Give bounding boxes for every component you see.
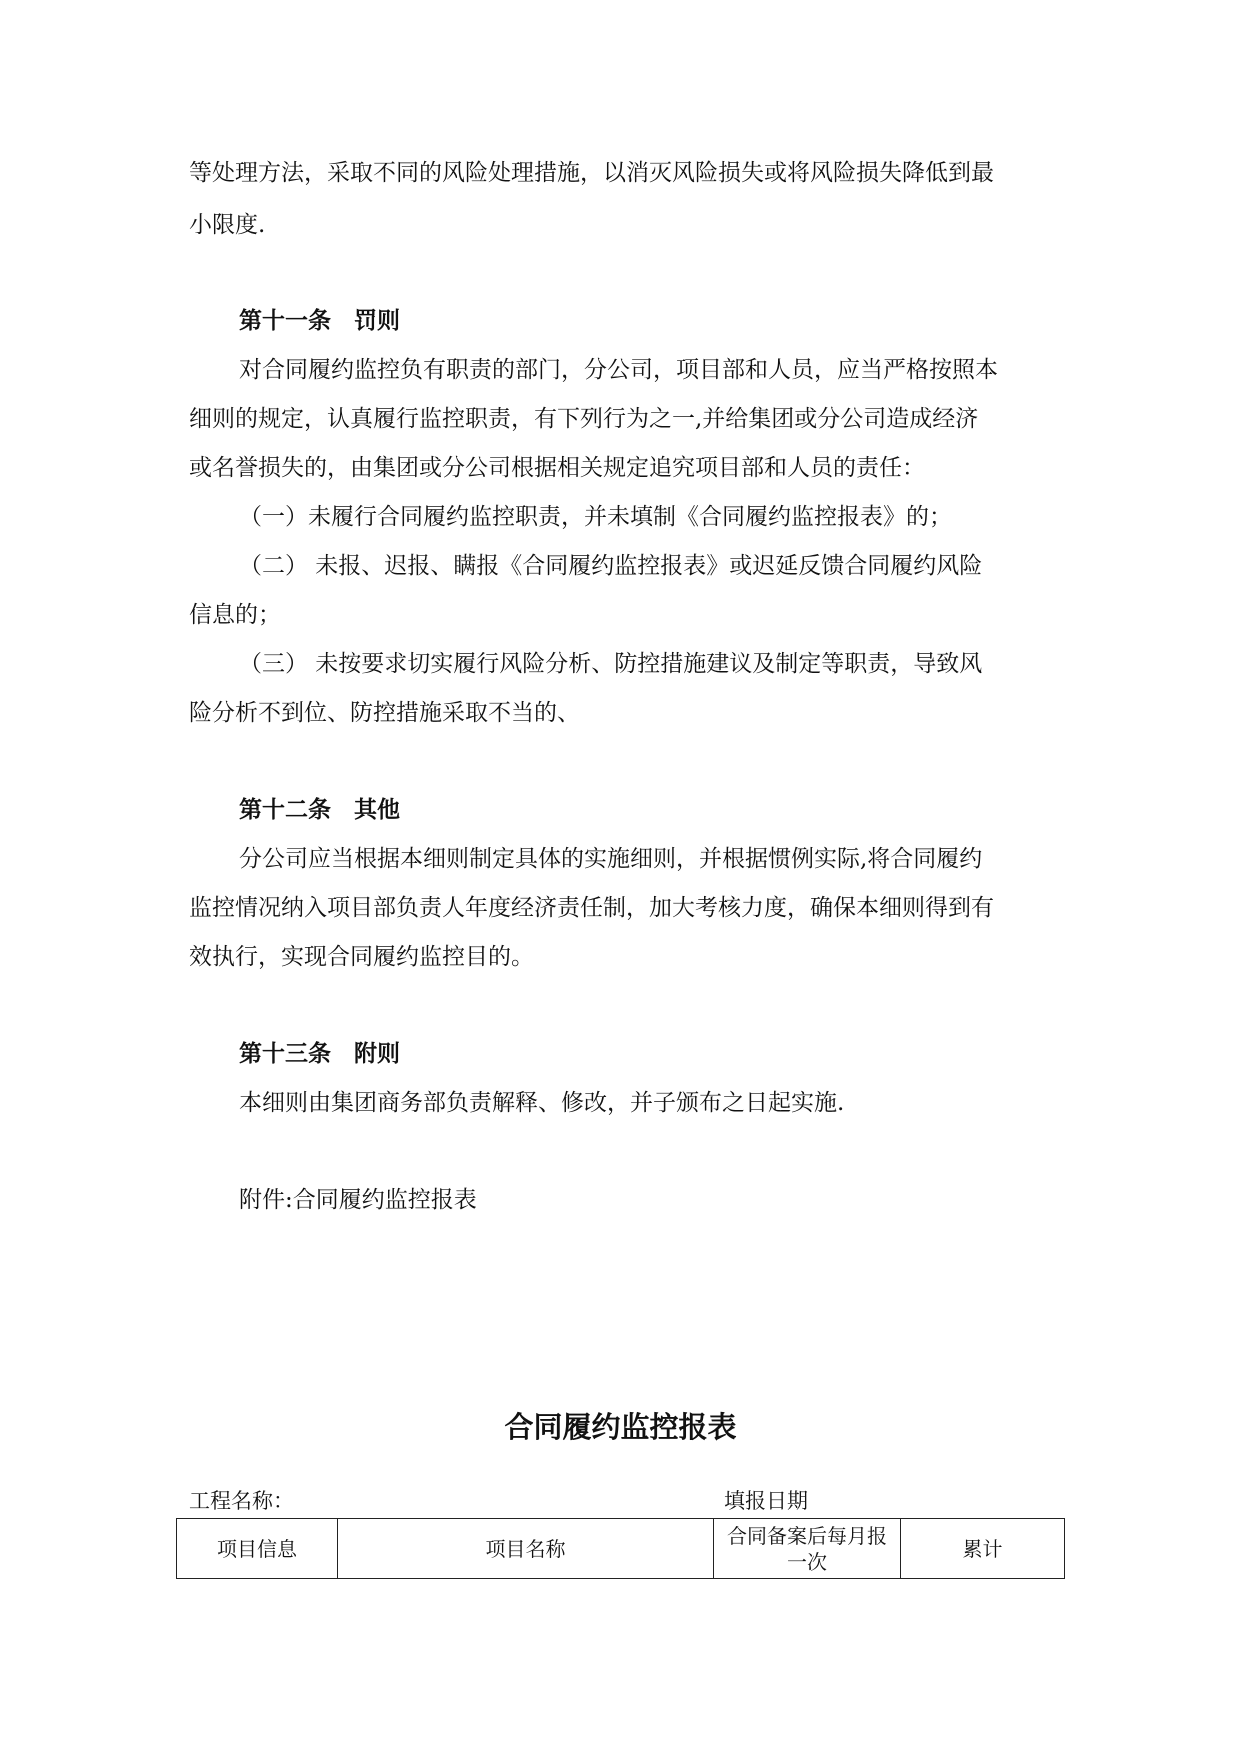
report-table — [176, 1518, 1065, 1579]
intro-line-1: 等处理方法，采取不同的风险处理措施，以消灭风险损失或将风险损失降低到最 — [189, 160, 994, 186]
article-12-line-2: 监控情况纳入项目部负责人年度经济责任制，加大考核力度，确保本细则得到有 — [189, 895, 994, 921]
column-monthly-report: 合同备案后每月报一次 — [714, 1519, 901, 1579]
article-11-paragraph-line-1: 对合同履约监控负有职责的部门，分公司，项目部和人员，应当严格按照本 — [239, 357, 998, 383]
column-project-info: 项目信息 — [177, 1519, 338, 1579]
article-11-item-3-line-1: （三） 未按要求切实履行风险分析、防控措施建议及制定等职责，导致风 — [239, 651, 983, 677]
article-12-heading: 第十二条 其他 — [239, 796, 400, 823]
column-cumulative: 累计 — [901, 1519, 1065, 1579]
article-11-item-1: （一）未履行合同履约监控职责，并未填制《合同履约监控报表》的； — [239, 504, 952, 530]
article-13-line-1: 本细则由集团商务部负责解释、修改，并子颁布之日起实施. — [239, 1090, 845, 1116]
article-11-paragraph-line-3: 或名誉损失的，由集团或分公司根据相关规定追究项目部和人员的责任： — [189, 455, 925, 481]
attachment-note: 附件:合同履约监控报表 — [239, 1187, 477, 1213]
report-table-header-row — [177, 1519, 1065, 1579]
article-11-item-3-line-2: 险分析不到位、防控措施采取不当的、 — [189, 700, 580, 726]
article-12-line-3: 效执行，实现合同履约监控目的。 — [189, 944, 534, 970]
project-name-label: 工程名称： — [189, 1489, 294, 1513]
article-11-paragraph-line-2: 细则的规定，认真履行监控职责，有下列行为之一,并给集团或分公司造成经济 — [189, 406, 979, 432]
article-13-heading: 第十三条 附则 — [239, 1040, 400, 1067]
article-11-item-2-line-1: （二） 未报、迟报、瞒报《合同履约监控报表》或迟延反馈合同履约风险 — [239, 553, 983, 579]
column-project-name: 项目名称 — [338, 1519, 714, 1579]
fill-date-label: 填报日期 — [724, 1489, 808, 1513]
intro-line-2: 小限度. — [189, 212, 266, 238]
article-12-line-1: 分公司应当根据本细则制定具体的实施细则，并根据惯例实际,将合同履约 — [239, 846, 983, 872]
report-title: 合同履约监控报表 — [504, 1410, 737, 1444]
article-11-heading: 第十一条 罚则 — [239, 307, 400, 334]
article-11-item-2-line-2: 信息的； — [189, 602, 281, 628]
